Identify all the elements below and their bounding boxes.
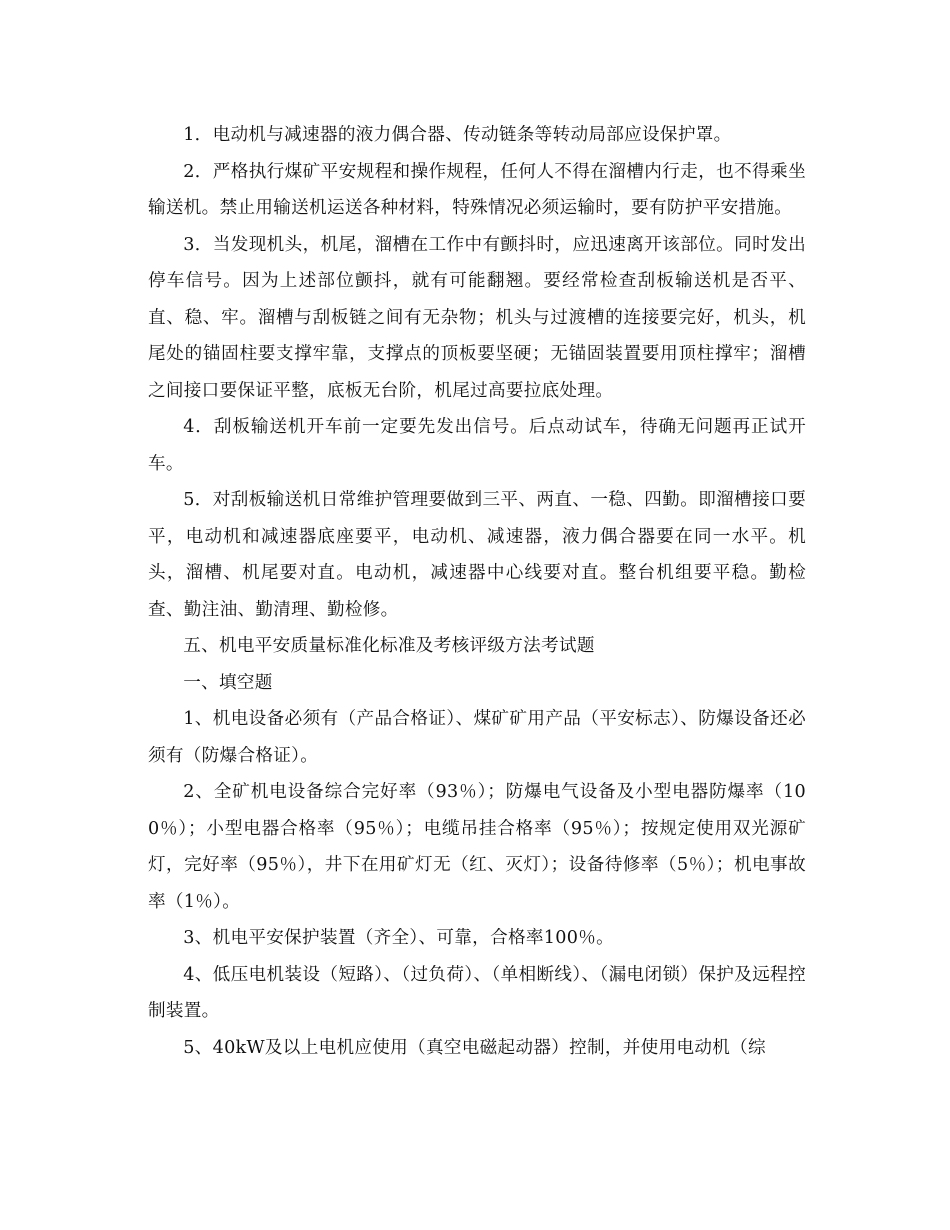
document-page <box>148 117 806 1066</box>
paragraph-safety-rules: 2．严格执行煤矿平安规程和操作规程，任何人不得在溜槽内行走，也不得乘坐输送机。禁止用输送机运送各种材料，特殊情况必须运输时，要有防护平安措施。 <box>148 161 806 218</box>
paragraph-start-signal: 4．刮板输送机开车前一定要先发出信号。后点动试车，待确无问题再正试开车。 <box>148 417 806 474</box>
paragraph-maintenance: 5．对刮板输送机日常维护管理要做到三平、两直、一稳、四勤。即溜槽接口要平，电动机和减速器底座要平，电动机、减速器，液力偶合器要在同一水平。机头，溜槽、机尾要对直。电动机，减速器中心线要对直。整台机组要平稳。勤检查、勤注油、勤清理、勤检修。 <box>148 490 806 620</box>
question-4: 4、低压电机装设（短路）、（过负荷）、（单相断线）、（漏电闭锁）保护及远程控制装置。 <box>148 964 806 1021</box>
section-heading: 五、机电平安质量标准化标准及考核评级方法考试题 <box>183 636 595 656</box>
paragraph-conveyor-guard: 1．电动机与减速器的液力偶合器、传动链条等转动局部应设保护罩。 <box>183 125 732 145</box>
subsection-heading: 一、填空题 <box>183 672 273 693</box>
question-1: 1、机电设备必须有（产品合格证）、煤矿矿用产品（平安标志）、防爆设备还必须有（防爆合格证）。 <box>148 709 806 766</box>
question-3: 3、机电平安保护装置（齐全）、可靠，合格率100％。 <box>183 928 615 948</box>
paragraph-vibration-check: 3．当发现机头，机尾，溜槽在工作中有颤抖时，应迅速离开该部位。同时发出停车信号。因为上述部位颤抖，就有可能翻翘。要经常检查刮板输送机是否平、直、稳、牢。溜槽与刮板链之间有无杂物；机头与过渡槽的连接要完好，机头，机尾处的锚固柱要支撑牢靠，支撑点的顶板要坚硬；无锚固装置要用顶柱撑牢；溜槽之间接口要保证平整，底板无台阶，机尾过高要拉底处理。 <box>148 234 806 401</box>
question-2: 2、全矿机电设备综合完好率（93％）；防爆电气设备及小型电器防爆率（100％）；小型电器合格率（95％）；电缆吊挂合格率（95％）；按规定使用双光源矿灯，完好率（95％），井下在用矿灯无（红、灭灯）；设备待修率（5％）；机电事故率（1％）。 <box>148 782 806 912</box>
question-5: 5、40kW及以上电机应使用（真空电磁起动器）控制，并使用电动机（综 <box>183 1037 766 1058</box>
